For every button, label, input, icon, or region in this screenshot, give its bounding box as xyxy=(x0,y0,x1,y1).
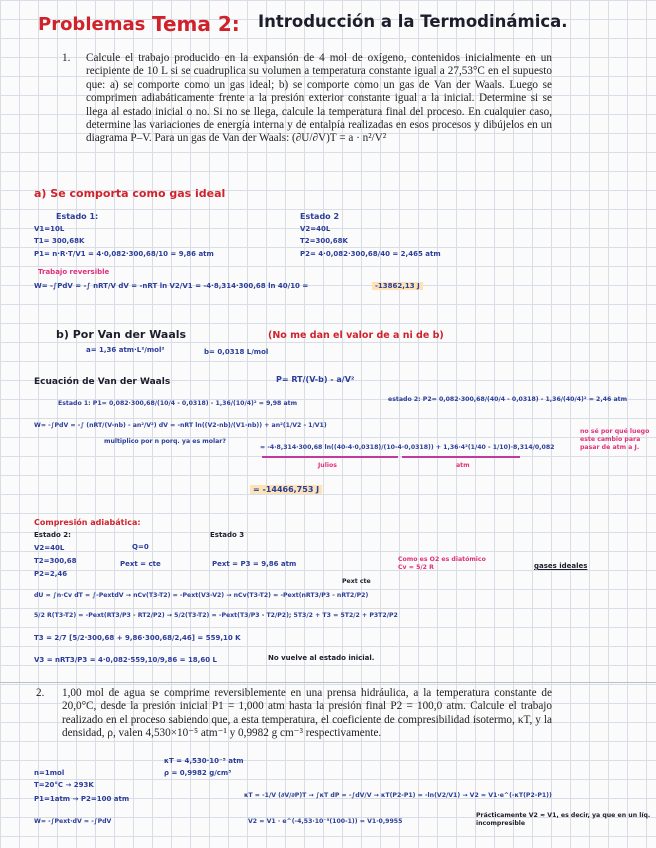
vdw-estado2: estado 2: P2= 0,082·300,68/(40/4 - 0,0318) - 1,36/(40/4)² = 2,46 atm xyxy=(388,396,628,403)
tema-heading: Tema 2: xyxy=(152,12,240,36)
vdw-work-numeric: = -4·8,314·300,68 ln((40-4·0,0318)/(10-4·0,0318)) + 1,36·4²(1/40 - 1/10)·8,314/0,082 xyxy=(260,444,555,451)
adiabatic-eq-4: V3 = nRT3/P3 = 4·0,082·559,10/9,86 = 18,60 L xyxy=(34,656,217,664)
p2-kt-formula: κT = -1/V (∂V/∂P)T → ∫κT dP = -∫dV/V → κT(P2-P1) = -ln(V2/V1) → V2 = V1·e^(-κT(P2-P1)) xyxy=(244,792,552,799)
pext-value: Pext = P3 = 9,86 atm xyxy=(212,560,297,568)
trabajo-result: -13862,13 J xyxy=(372,282,423,290)
problem-2-number: 2. xyxy=(36,687,45,699)
compresion-heading: Compresión adiabática: xyxy=(34,518,141,527)
part-a-estado2-line: P2= 4·0,082·300,68/40 = 2,465 atm xyxy=(300,250,441,258)
vdw-equation-label: Ecuación de Van der Waals xyxy=(34,377,171,387)
p2-p: P1=1atm → P2=100 atm xyxy=(34,795,130,803)
julios-underline xyxy=(262,456,398,458)
problem-1-number: 1. xyxy=(62,52,71,64)
p2-v2-formula: V2 = V1 · e^(-4,53·10⁻⁵(100-1)) = V1·0,9955 xyxy=(248,818,403,825)
atm-label: atm xyxy=(456,462,470,469)
o2-note: Como es O2 es diatómico Cv = 5/2 R xyxy=(398,556,486,571)
problem-1-text: Calcule el trabajo producido en la expansión de 4 mol de oxígeno, contenidos inicialmente en un recipiente de 10 L si se cuadruplica su volumen a temperatura constante igual a 27,53°C en el supuesto que: a) se comporte como un gas ideal; b) se comporte como un gas de Van der Waals. Luego se comprimen adiabáticamente frente a la presión exterior constante igual a la inicial. Determine si se llega al estado inicial o no. Si no se llega, calcule la temperatura final del proceso. En cualquier caso, determine las variaciones de energía interna y de entalpía realizadas en esos procesos y dibújelos en un diagrama P–V. Para un gas de Van der Waals: (∂U/∂V)T = a · n²/V² xyxy=(86,52,552,145)
page-title: Introducción a la Termodinámica. xyxy=(258,12,568,31)
comp-estado2-title: Estado 2: xyxy=(34,531,71,539)
part-a-estado2-line: T2=300,68K xyxy=(300,237,348,245)
vdw-side-note: no sé por qué luego este cambio para pasar de atm a J. xyxy=(580,428,650,451)
julios-label: Julios xyxy=(318,462,337,469)
pext-cte-label: Pext = cte xyxy=(120,560,161,568)
part-a-heading: a) Se comporta como gas ideal xyxy=(34,187,226,200)
part-b-heading: b) Por Van der Waals xyxy=(56,328,187,341)
problemas-heading: Problemas xyxy=(38,14,146,35)
comp-estado2-line: V2=40L xyxy=(34,544,65,552)
p2-n: n=1mol xyxy=(34,769,65,777)
section-divider xyxy=(0,682,656,683)
part-b-note: (No me dan el valor de a ni de b) xyxy=(268,330,444,341)
vdw-b-value: b= 0,0318 L/mol xyxy=(204,348,269,356)
part-a-estado1-title: Estado 1: xyxy=(56,212,99,221)
part-a-estado2-line: V2=40L xyxy=(300,225,331,233)
vdw-equation: P= RT/(V-b) - a/V² xyxy=(276,375,355,384)
atm-underline xyxy=(402,456,520,458)
vdw-work-formula: W= -∫PdV = -∫ (nRT/(V-nb) - an²/V²) dV = -nRT ln((V2-nb)/(V1-nb)) + an²(1/V2 - 1/V1) xyxy=(34,422,327,429)
vdw-multiplico-note: multiplico por n porq. ya es molar? xyxy=(104,438,226,445)
p2-kt: κT = 4,530·10⁻⁵ atm xyxy=(164,757,244,765)
vdw-a-value: a= 1,36 atm·L²/mol² xyxy=(86,346,165,354)
trabajo-label: Trabajo reversible xyxy=(38,268,110,276)
no-vuelve-note: No vuelve al estado inicial. xyxy=(268,654,375,662)
q-zero: Q=0 xyxy=(132,543,149,551)
p2-rho: ρ = 0,9982 g/cm³ xyxy=(164,769,232,777)
p2-t: T=20°C → 293K xyxy=(34,781,94,789)
comp-estado2-line: P2=2,46 xyxy=(34,570,68,578)
comp-estado2-line: T2=300,68 xyxy=(34,557,77,565)
problem-2-text: 1,00 mol de agua se comprime reversiblemente en una prensa hidráulica, a la temperatura constante de 20,0°C, desde la presión inicial P1 = 1,000 atm hasta la presión final P2 = 100,0 atm. Calcule el trabajo realizado en el proceso sabiendo que, a esta temperatura, el coeficiente de compresibilidad isotermo, κT, y la densidad, ρ, valen 4,530×10⁻⁵ atm⁻¹ y 0,9982 g cm⁻³ respectivamente. xyxy=(62,687,552,740)
pext-cte-note: Pext cte xyxy=(342,578,371,585)
p2-practically-note: Prácticamente V2 ≈ V1, es decir, ya que en un líq. incompresible xyxy=(476,812,651,827)
trabajo-formula: W= -∫PdV = -∫ nRT/V dV = -nRT ln V2/V1 = -4·8,314·300,68 ln 40/10 = xyxy=(34,282,309,290)
adiabatic-eq-2: 5/2 R(T3-T2) = -Pext(RT3/P3 - RT2/P2) → 5/2(T3-T2) = -Pext(T3/P3 - T2/P2); 5T3/2 + T3 = 5T2/2 + P3T2/P2 xyxy=(34,612,398,619)
p2-work-formula: W= -∫Pext·dV = -∫PdV xyxy=(34,818,112,825)
part-a-estado1-line: P1= n·R·T/V1 = 4·0,082·300,68/10 = 9,86 atm xyxy=(34,250,214,258)
adiabatic-eq-3: T3 = 2/7 [5/2·300,68 + 9,86·300,68/2,46] = 559,10 K xyxy=(34,634,241,642)
part-a-estado1-line: T1= 300,68K xyxy=(34,237,85,245)
gases-ideales-note: gases ideales xyxy=(534,562,588,570)
part-a-estado2-title: Estado 2 xyxy=(300,212,340,221)
vdw-work-result: = -14466,753 J xyxy=(250,485,322,494)
adiabatic-eq-1: dU = ∫n·Cv dT = ∫-PextdV → nCv(T3-T2) = -Pext(V3-V2) → nCv(T3-T2) = -Pext(nRT3/P3 - nRT2/P2) xyxy=(34,592,369,599)
vdw-estado1: Estado 1: P1= 0,082·300,68/(10/4 - 0,0318) - 1,36/(10/4)² = 9,98 atm xyxy=(58,400,298,407)
part-a-estado1-line: V1=10L xyxy=(34,225,65,233)
comp-estado3-title: Estado 3 xyxy=(210,531,245,539)
